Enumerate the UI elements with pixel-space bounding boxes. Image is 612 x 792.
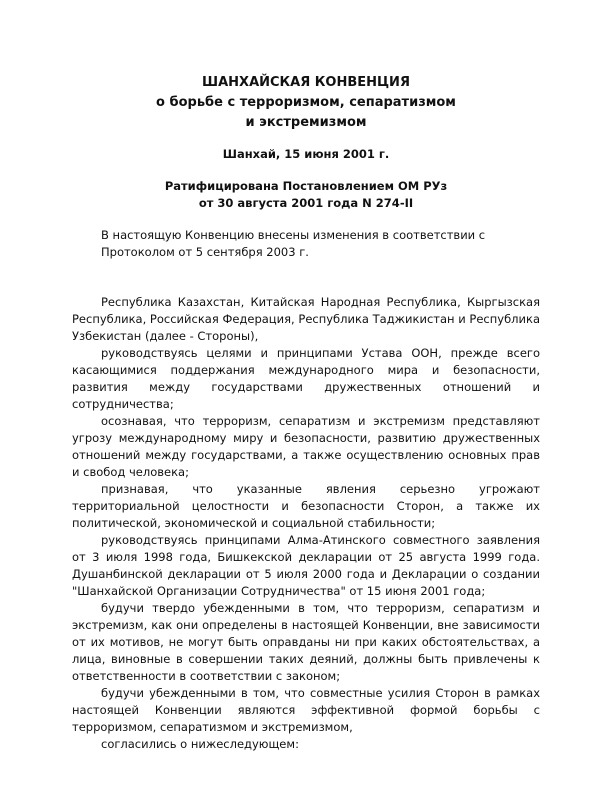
document-subtitle-line2: и экстремизмом [245,115,367,130]
ratification-line1: Ратифицирована Постановлением ОМ РУз [164,179,448,193]
preamble-paragraph: будучи убежденными в том, что совместные усилия Сторон в рамках настоящей Конвенции являются эффективной формой борьбы с терроризмом, сепаратизмом и экстремизмом, [72,686,540,734]
place-and-date [0,146,612,162]
preamble-paragraph: согласились о нижеследующем: [101,737,299,751]
preamble-paragraph: руководствуясь принципами Алма-Атинского совместного заявления от 3 июля 1998 года, Бишкекской декларации от 25 августа 1999 года. Душанбинской декларации от 5 июля 2000 года и Декларации о создании "Шанхайской Организации Сотрудничества" от 15 июня 2001 года; [72,533,540,598]
place-date-text: Шанхай, 15 июня 2001 г. [222,147,390,161]
preamble-paragraph: будучи твердо убежденными в том, что терроризм, сепаратизм и экстремизм, как они определены в настоящей Конвенции, вне зависимости от их мотивов, не могут быть оправданы ни при каких обстоятельствах, а лица, виновные в совершении таких деяний, должны быть привлечены к ответственности в соответствии с законом; [72,601,540,683]
preamble-paragraph: руководствуясь целями и принципами Устава ООН, прежде всего касающимися поддержания международного мира и безопасности, развития между государствами дружественных отношений и сотрудничества; [72,346,540,411]
preamble-paragraph: осознавая, что терроризм, сепаратизм и экстремизм представляют угрозу международному миру и безопасности, развитию дружественных отношений между государствами, а также осуществлению основных прав и свобод человека; [72,414,540,479]
preamble-paragraph: признавая, что указанные явления серьезно угрожают территориальной целостности и безопасности Сторон, а также их политической, экономической и социальной стабильности; [72,482,540,530]
document-title: ШАНХАЙСКАЯ КОНВЕНЦИЯ [202,75,410,90]
ratification-block [0,178,612,212]
preamble-paragraph: Республика Казахстан, Китайская Народная Республика, Кыргызская Республика, Российская Федерация, Республика Таджикистан и Республика Узбекистан (далее - Стороны), [72,295,540,343]
document-subtitle-line1: о борьбе с терроризмом, сепаратизмом [156,95,456,110]
ratification-line2: от 30 августа 2001 года N 274-II [198,196,414,210]
preamble [72,294,540,753]
amendment-note: В настоящую Конвенцию внесены изменения в соответствии с Протоколом от 5 сентября 2003 г. [101,228,486,259]
